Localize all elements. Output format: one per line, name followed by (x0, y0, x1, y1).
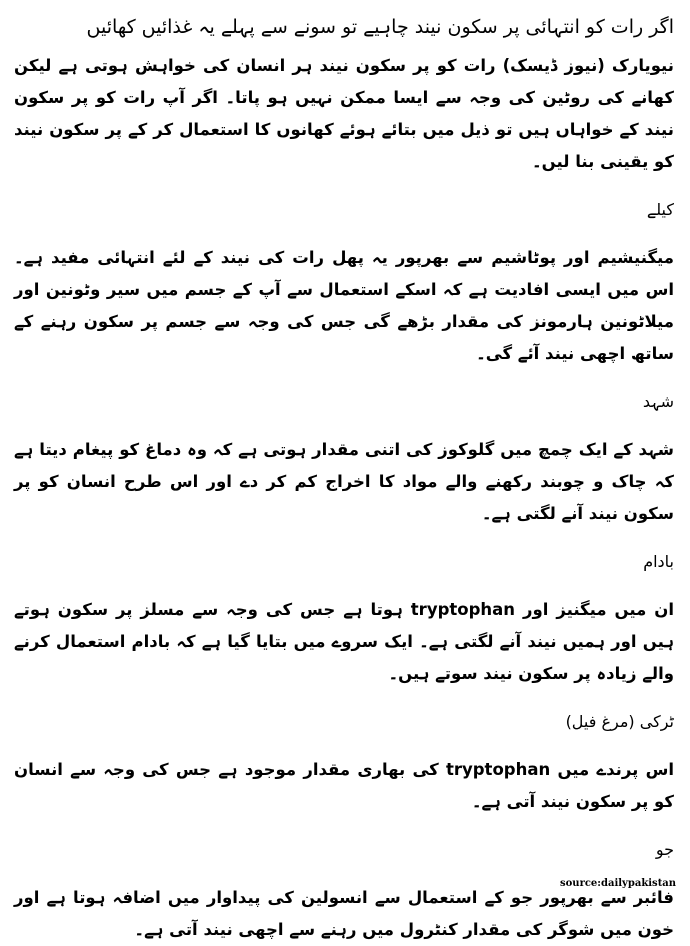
section-text-barley: فائبر سے بھرپور جو کے استعمال سے انسولین کی پیداوار میں اضافہ ہوتا ہے اور خون میں شوگر کی مقدار کنٹرول میں رہنے سے اچھی نیند آتی ہے۔ (14, 888, 674, 939)
section-text-honey: شہد کے ایک چمچ میں گلوکوز کی اتنی مقدار ہوتی ہے کہ وہ دماغ کو پیغام دیتا ہے کہ چاک و چوبند رکھنے والے مواد کا اخراج کم کر دے اور اس طرح انسان کو پر سکون نیند آنے لگتی ہے۔ (14, 440, 674, 523)
section-heading-honey: شہد (642, 392, 674, 411)
intro-paragraph: نیویارک (نیوز ڈیسک) رات کو پر سکون نیند ہر انسان کی خواہش ہوتی ہے لیکن کھانے کی روٹین کی وجہ سے ایسا ممکن نہیں ہو پاتا۔ اگر آپ رات کو پر سکون نیند کے خواہاں ہیں تو ذیل میں بتائے ہوئے کھانوں کا استعمال کر کے پر سکون نیند کو یقینی بنا لیں۔ (14, 56, 674, 171)
section-text-almonds: ان میں میگنیز اور tryptophan ہوتا ہے جس کی وجہ سے مسلز پر سکون ہوتے ہیں اور ہمیں نیند آنے لگتی ہے۔ ایک سروے میں بتایا گیا ہے کہ بادام استعمال کرنے والے زیادہ پر سکون نیند سوتے ہیں۔ (14, 600, 674, 683)
article-title: اگر رات کو انتہائی پر سکون نیند چاہیے تو سونے سے پہلے یہ غذائیں کھائیں (86, 16, 674, 38)
section-heading-almonds: بادام (643, 552, 674, 571)
section-heading-barley: جو (655, 840, 674, 859)
section-text-turkey: اس پرندے میں tryptophan کی بھاری مقدار موجود ہے جس کی وجہ سے انسان کو پر سکون نیند آتی ہے۔ (14, 760, 674, 811)
section-heading-turkey: ٹرکی (مرغ فیل) (565, 712, 674, 731)
section-heading-banana: کیلے (646, 200, 674, 219)
section-text-banana: میگنیشیم اور پوٹاشیم سے بھرپور یہ پھل رات کی نیند کے لئے انتہائی مفید ہے۔ اس میں ایسی افادیت ہے کہ اسکے استعمال سے آپ کے جسم میں سیر وٹونین اور میلاٹونین ہارمونز کی مقدار بڑھے گی جس کی وجہ سے جسم پر سکون رہنے کے ساتھ اچھی نیند آئے گی۔ (14, 248, 674, 363)
source-credit: source:dailypakistan (560, 878, 677, 889)
